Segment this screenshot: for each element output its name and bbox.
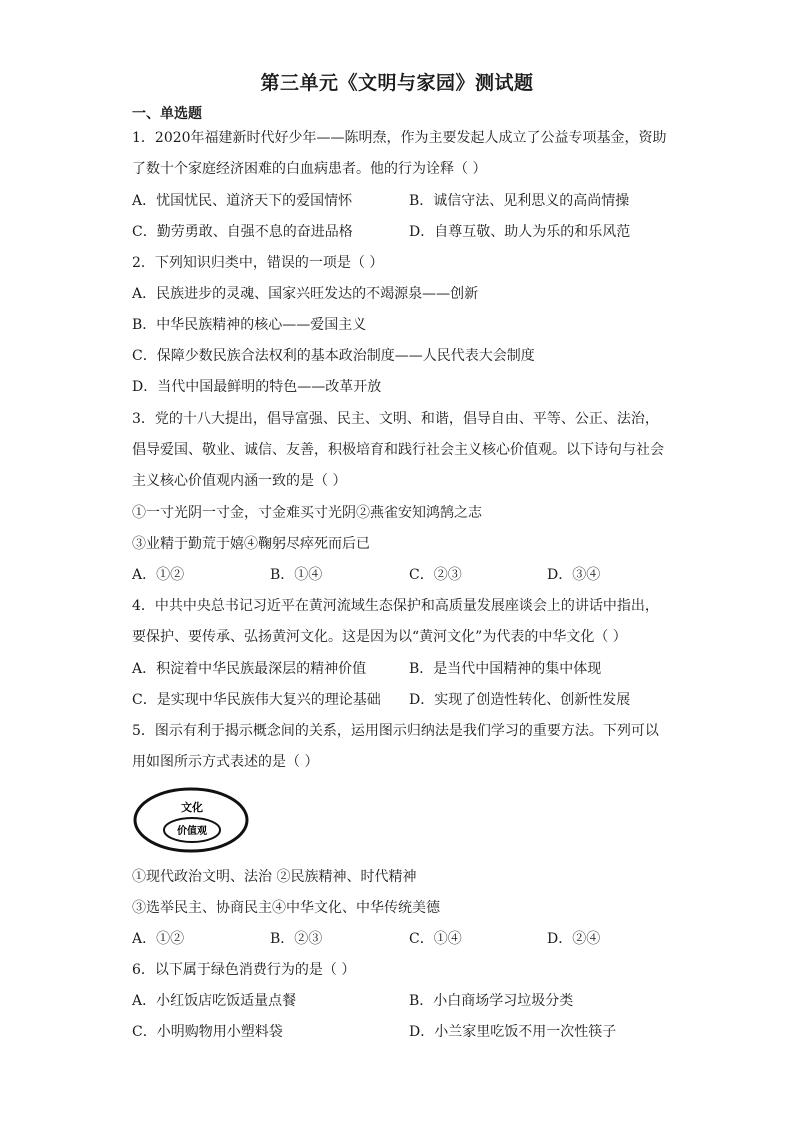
q3-stem-line3: 主义核心价值观内涵一致的是（ ）: [132, 473, 347, 489]
q5-option-c: C．①④: [409, 931, 462, 947]
q2-option-d: D．当代中国最鲜明的特色——改革开放: [132, 379, 382, 395]
q3-stem-line2: 倡导爱国、敬业、诚信、友善，积极培育和践行社会主义核心价值观。以下诗句与社会: [132, 442, 664, 458]
q6-stem: 6．以下属于绿色消费行为的是（ ）: [132, 962, 356, 978]
q1-option-c: C．勤劳勇敢、自强不息的奋进品格: [132, 224, 353, 240]
diagram-inner-label: 价值观: [177, 826, 207, 837]
page-title: 第三单元《文明与家园》测试题: [260, 72, 534, 94]
q3-item-line2: ③业精于勤荒于嬉④鞠躬尽瘁死而后已: [132, 536, 370, 552]
diagram-outer-label: 文化: [181, 801, 203, 814]
q6-option-c: C．小明购物用小塑料袋: [132, 1024, 283, 1040]
q1-option-d: D．自尊互敬、助人为乐的和乐风范: [409, 224, 631, 240]
q5-item-line2: ③选举民主、协商民主④中华文化、中华传统美德: [132, 900, 440, 916]
q5-stem-line2: 用如图所示方式表述的是（ ）: [132, 754, 319, 770]
q2-option-c: C．保障少数民族合法权利的基本政治制度——人民代表大会制度: [132, 348, 535, 364]
q4-option-a: A．积淀着中华民族最深层的精神价值: [132, 661, 367, 677]
q1-stem-line1: 1．2020年福建新时代好少年——陈明焘，作为主要发起人成立了公益专项基金，资助: [132, 130, 667, 146]
q4-option-b: B．是当代中国精神的集中体现: [409, 661, 602, 677]
q6-option-a: A．小红饭店吃饭适量点餐: [132, 993, 297, 1009]
q1-stem-line2: 了数十个家庭经济困难的白血病患者。他的行为诠释（ ）: [132, 161, 487, 177]
q3-option-b: B．①④: [270, 567, 323, 583]
q3-item-line1: ①一寸光阴一寸金，寸金难买寸光阴②燕雀安知鸿鹄之志: [132, 505, 482, 521]
q2-option-a: A．民族进步的灵魂、国家兴旺发达的不竭源泉——创新: [132, 286, 479, 302]
q3-stem-line1: 3．党的十八大提出，倡导富强、民主、文明、和谐，倡导自由、平等、公正、法治，: [132, 411, 659, 427]
q5-option-d: D．②④: [547, 931, 601, 947]
q5-option-b: B．②③: [270, 931, 323, 947]
q2-option-b: B．中华民族精神的核心——爱国主义: [132, 317, 367, 333]
q4-stem-line2: 要保护、要传承、弘扬黄河文化。这是因为以“黄河文化”为代表的中华文化（ ）: [132, 629, 627, 645]
q4-stem-line1: 4．中共中央总书记习近平在黄河流域生态保护和高质量发展座谈会上的讲话中指出，: [132, 598, 659, 614]
concept-diagram: [133, 787, 249, 853]
section-heading: 一、单选题: [132, 106, 202, 122]
q3-option-c: C．②③: [409, 567, 462, 583]
q3-option-a: A．①②: [132, 567, 185, 583]
q3-option-d: D．③④: [547, 567, 601, 583]
q5-stem-line1: 5．图示有利于揭示概念间的关系，运用图示归纳法是我们学习的重要方法。下列可以: [132, 723, 659, 739]
q1-option-a: A．忧国忧民、道济天下的爱国情怀: [132, 193, 353, 209]
q2-stem: 2．下列知识归类中，错误的一项是（ ）: [132, 255, 384, 271]
q4-option-c: C．是实现中华民族伟大复兴的理论基础: [132, 692, 381, 708]
q4-option-d: D．实现了创造性转化、创新性发展: [409, 692, 631, 708]
q6-option-b: B．小白商场学习垃圾分类: [409, 993, 574, 1009]
q1-option-b: B．诚信守法、见利思义的高尚情操: [409, 193, 630, 209]
q6-option-d: D．小兰家里吃饭不用一次性筷子: [409, 1024, 617, 1040]
q5-item-line1: ①现代政治文明、法治 ②民族精神、时代精神: [132, 869, 417, 885]
q5-option-a: A．①②: [132, 931, 185, 947]
